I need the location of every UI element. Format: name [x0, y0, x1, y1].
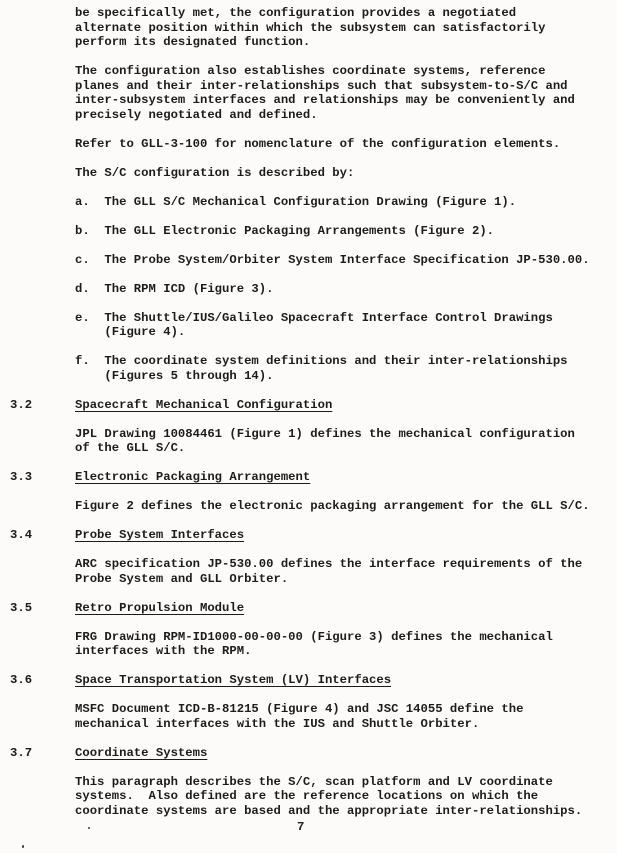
section-number: 3.3: [10, 470, 33, 484]
text-line: Refer to GLL-3-100 for nomenclature of the configuration elements.: [75, 136, 561, 151]
paragraph: [0, 427, 617, 456]
section-number: [0, 630, 75, 659]
paragraph: [0, 702, 617, 731]
paragraph: [0, 64, 617, 122]
paragraph: [0, 557, 617, 586]
text-line: f. The coordinate system definitions and their inter-relationships: [75, 354, 568, 368]
section-number: [0, 224, 75, 239]
paragraph: [0, 499, 617, 514]
text-line: e. The Shuttle/IUS/Galileo Spacecraft Interface Control Drawings: [75, 310, 553, 325]
scan-speck: [88, 827, 90, 829]
section-number: [0, 311, 75, 340]
section-3-2-heading: [0, 398, 617, 413]
paragraph: [0, 166, 617, 181]
text-line: d. The RPM ICD (Figure 3).: [75, 281, 274, 296]
section-number: [0, 427, 75, 456]
section-heading: Electronic Packaging Arrangement: [75, 470, 311, 484]
section-number: 3.2: [10, 397, 33, 412]
text-line: mechanical interfaces with the IUS and Shuttle Orbiter.: [75, 716, 480, 731]
text-line: be specifically met, the configuration provides a negotiated: [75, 6, 517, 20]
section-3-5-heading: [0, 601, 617, 616]
section-number: 3.5: [10, 600, 33, 615]
text-line: This paragraph describes the S/C, scan platform and LV coordinate: [75, 774, 553, 789]
paragraph: [0, 6, 617, 50]
section-number: [0, 6, 75, 50]
section-number: [0, 166, 75, 181]
text-line: (Figures 5 through 14).: [75, 368, 274, 383]
list-item-a: [0, 195, 617, 210]
text-line: planes and their inter-relationships such that subsystem-to-S/C and: [75, 78, 568, 93]
page-number: 7: [297, 820, 305, 834]
section-number: 3.6: [10, 673, 33, 687]
list-item-e: [0, 311, 617, 340]
section-3-6-heading: [0, 673, 617, 688]
section-heading: Retro Propulsion Module: [75, 600, 245, 615]
text-line: a. The GLL S/C Mechanical Configuration Drawing (Figure 1).: [75, 194, 517, 209]
text-line: of the GLL S/C.: [75, 441, 186, 455]
section-number: [0, 253, 75, 268]
section-number: [0, 282, 75, 297]
text-line: b. The GLL Electronic Packaging Arrangements (Figure 2).: [75, 223, 495, 238]
section-3-3-heading: [0, 470, 617, 485]
section-number: [0, 195, 75, 210]
paragraph: [0, 137, 617, 152]
section-number: [0, 499, 75, 514]
list-item-d: [0, 282, 617, 297]
section-number: [0, 354, 75, 383]
section-number: 3.4: [10, 528, 33, 542]
text-line: Probe System and GLL Orbiter.: [75, 571, 289, 586]
scan-speck: [22, 845, 24, 848]
text-line: c. The Probe System/Orbiter System Interface Specification JP-530.00.: [75, 252, 590, 267]
section-number: [0, 137, 75, 152]
section-heading: Probe System Interfaces: [75, 528, 245, 542]
section-number: [0, 775, 75, 819]
section-3-4-heading: [0, 528, 617, 543]
text-line: JPL Drawing 10084461 (Figure 1) defines the mechanical configuration: [75, 426, 575, 441]
list-item-b: [0, 224, 617, 239]
text-line: precisely negotiated and defined.: [75, 107, 318, 122]
text-line: FRG Drawing RPM-ID1000-00-00-00 (Figure 3) defines the mechanical: [75, 629, 553, 644]
list-item-f: [0, 354, 617, 383]
text-line: The configuration also establishes coordinate systems, reference: [75, 64, 546, 78]
text-line: perform its designated function.: [75, 35, 311, 49]
section-number: 3.7: [10, 745, 33, 760]
paragraph: [0, 775, 617, 819]
section-number: [0, 702, 75, 731]
section-number: [0, 64, 75, 122]
text-line: The S/C configuration is described by:: [75, 165, 355, 180]
section-heading: Spacecraft Mechanical Configuration: [75, 397, 333, 412]
text-line: ARC specification JP-530.00 defines the interface requirements of the: [75, 557, 583, 571]
text-line: (Figure 4).: [75, 325, 186, 339]
section-3-7-heading: [0, 746, 617, 761]
text-line: MSFC Document ICD-B-81215 (Figure 4) and JSC 14055 define the: [75, 702, 524, 716]
text-line: interfaces with the RPM.: [75, 644, 252, 658]
section-heading: Coordinate Systems: [75, 745, 208, 760]
text-line: alternate position within which the subsystem can satisfactorily: [75, 20, 546, 35]
list-item-c: [0, 253, 617, 268]
paragraph: [0, 630, 617, 659]
text-line: inter-subsystem interfaces and relationships may be conveniently and: [75, 93, 575, 107]
text-line: coordinate systems are based and the appropriate inter-relationships.: [75, 803, 583, 818]
section-heading: Space Transportation System (LV) Interfaces: [75, 673, 392, 687]
section-number: [0, 557, 75, 586]
text-line: Figure 2 defines the electronic packaging arrangement for the GLL S/C.: [75, 499, 590, 513]
text-line: systems. Also defined are the reference locations on which the: [75, 789, 539, 803]
